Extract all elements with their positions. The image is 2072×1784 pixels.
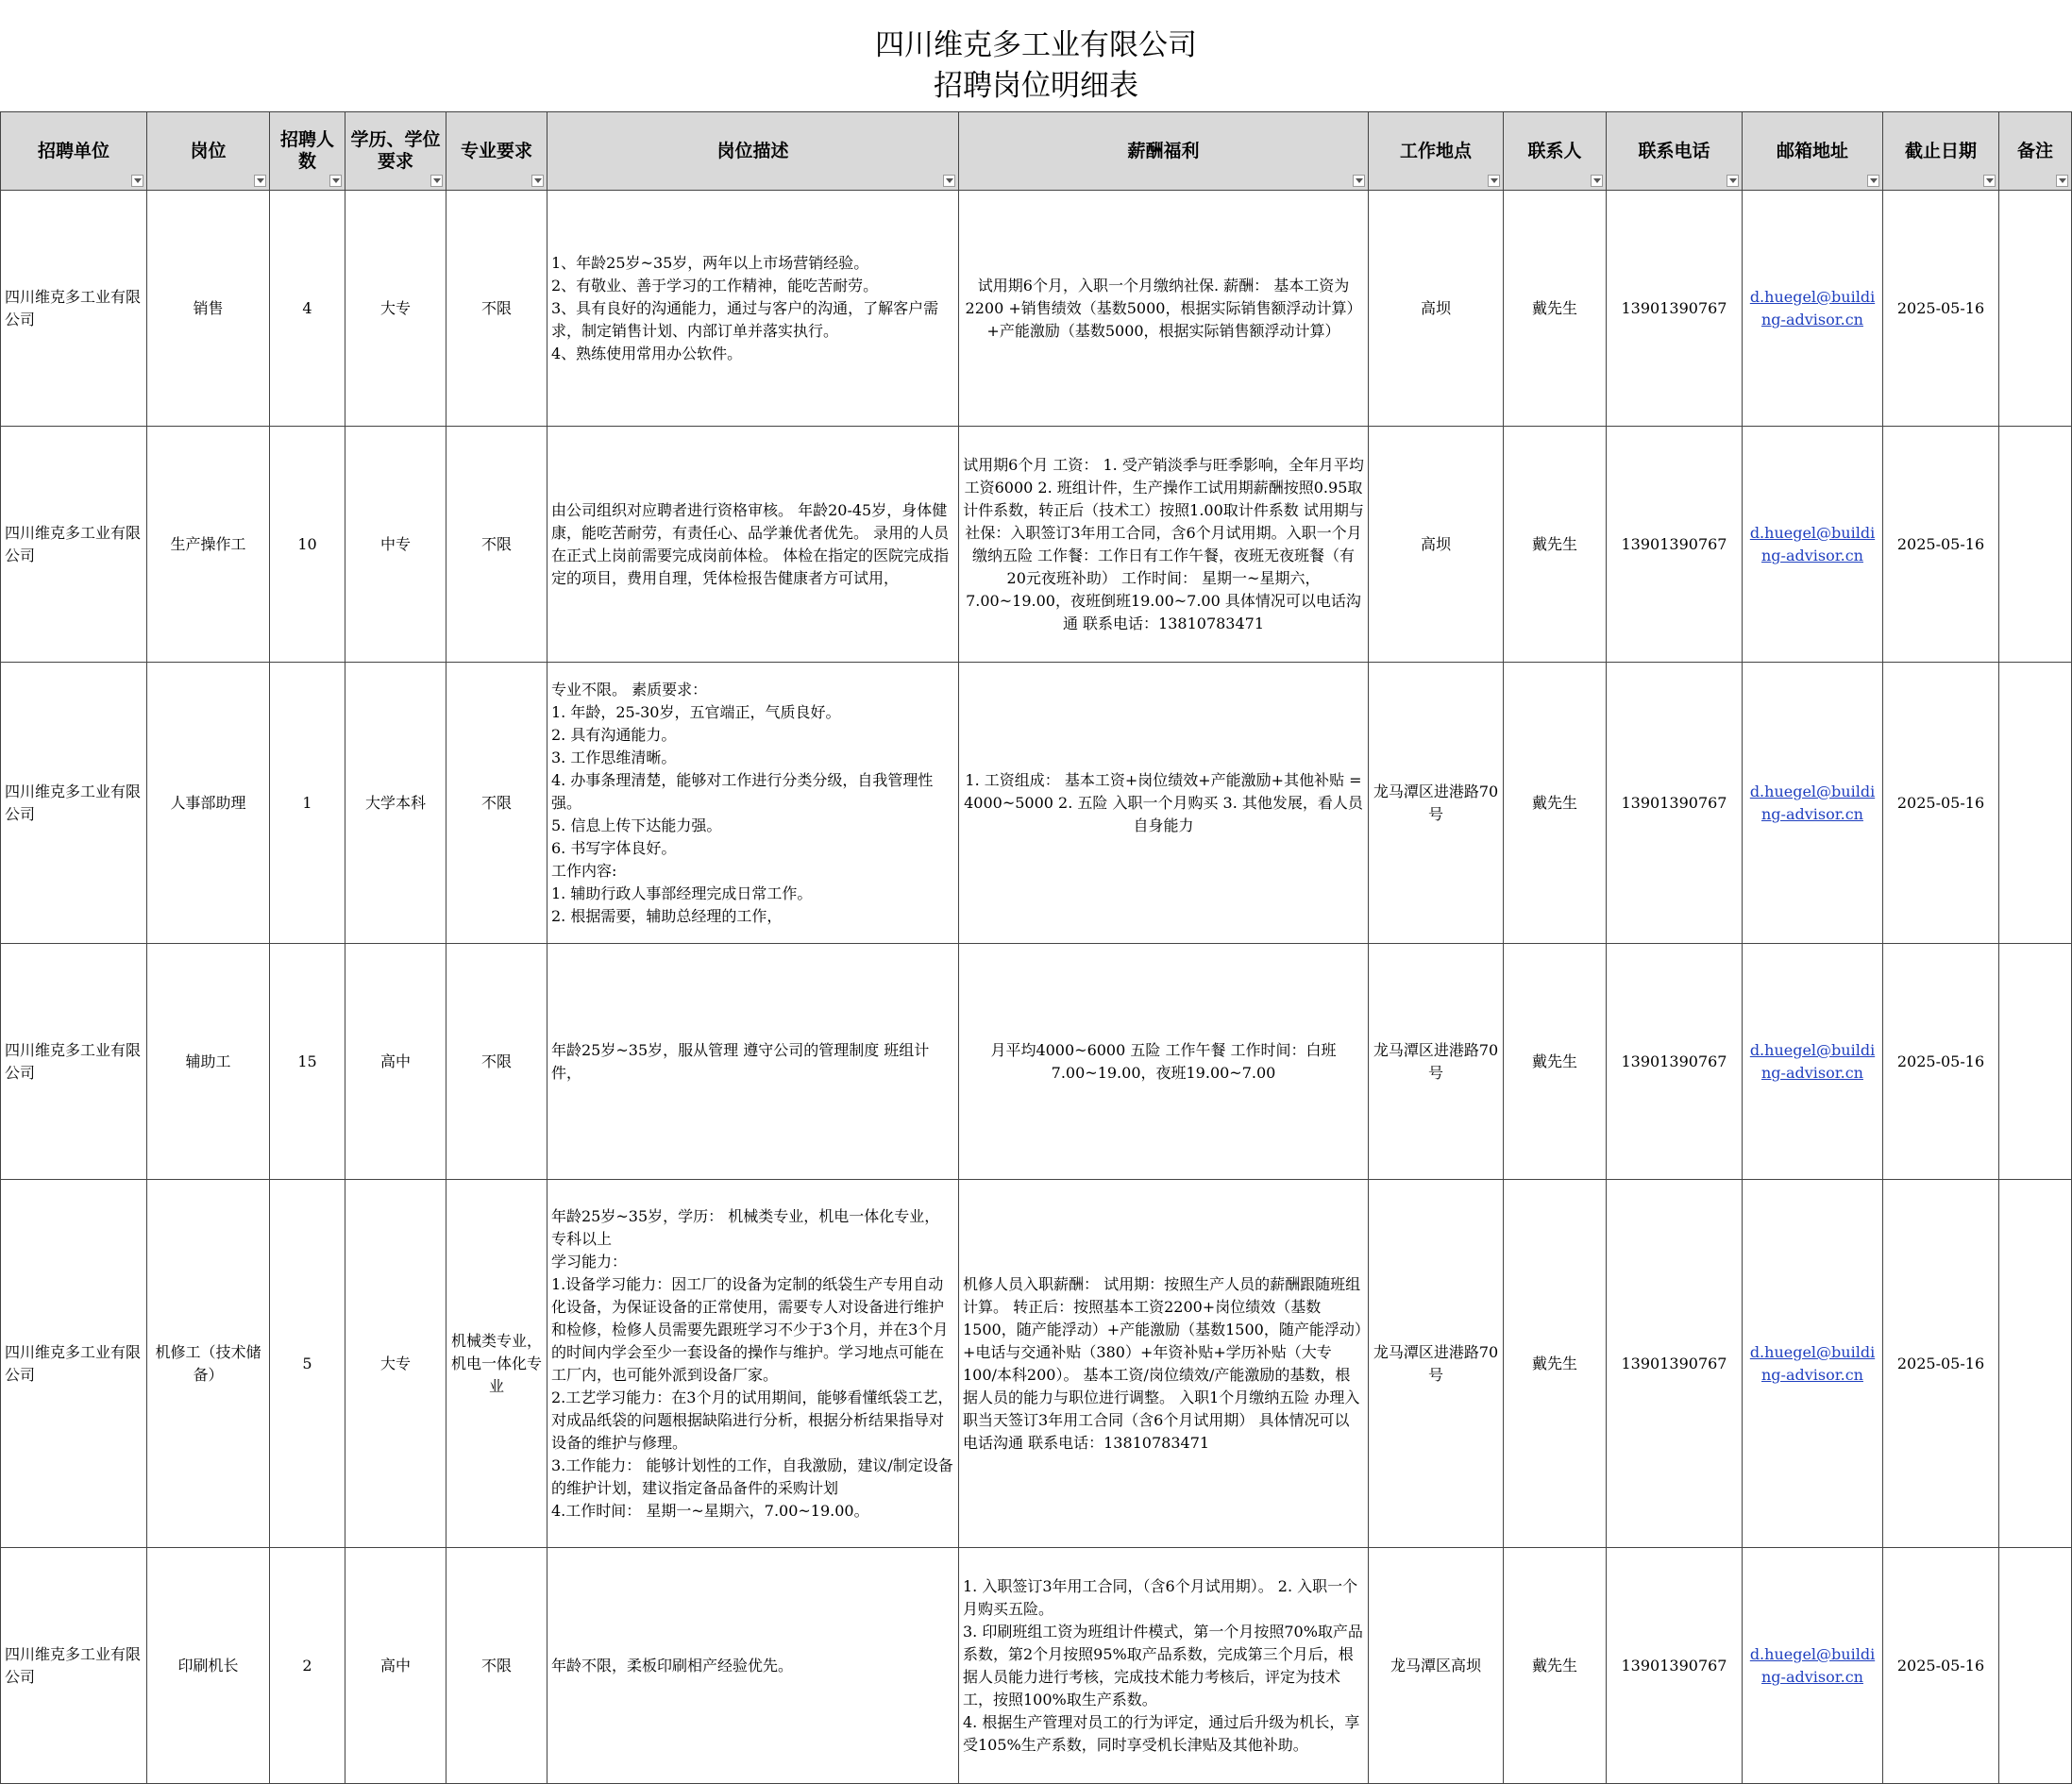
header-cell: [959, 112, 1369, 191]
filter-dropdown-icon[interactable]: [1867, 175, 1879, 187]
cell-deadline[interactable]: 2025-05-16: [1883, 944, 1999, 1180]
filter-dropdown-icon[interactable]: [430, 175, 443, 187]
header-cell: [1504, 112, 1607, 191]
cell-phone[interactable]: 13901390767: [1607, 1548, 1743, 1784]
header-cell: [345, 112, 446, 191]
filter-dropdown-icon[interactable]: [329, 175, 342, 187]
header-cell: [1883, 112, 1999, 191]
cell-major[interactable]: 不限: [446, 191, 547, 427]
header-label: 薪酬福利: [1127, 140, 1200, 161]
cell-description[interactable]: 专业不限。 素质要求： 1. 年龄，25-30岁，五官端正，气质良好。 2. 具有沟通能力。 3. 工作思维清晰。 4. 办事条理清楚，能够对工作进行分类分级，自我管理性强。 5. 信息上传下达能力强。 6. 书写字体良好。 工作内容: 1. 辅助行政人事部经理完成日常工作。 2. 根据需要，辅助总经理的工作，: [547, 663, 959, 944]
filter-dropdown-icon[interactable]: [2056, 175, 2068, 187]
header-cell: [547, 112, 959, 191]
cell-count[interactable]: 10: [270, 427, 345, 663]
cell-unit[interactable]: 四川维克多工业有限公司: [1, 663, 147, 944]
cell-email[interactable]: [1743, 944, 1883, 1180]
cell-description[interactable]: 1、年龄25岁~35岁，两年以上市场营销经验。 2、有敬业、善于学习的工作精神，能吃苦耐劳。 3、具有良好的沟通能力，通过与客户的沟通，了解客户需求，制定销售计划、内部订单并落实执行。 4、熟练使用常用办公软件。: [547, 191, 959, 427]
cell-salary[interactable]: 1. 工资组成： 基本工资+岗位绩效+产能激励+其他补贴 = 4000~5000 2. 五险 入职一个月购买 3. 其他发展，看人员自身能力: [959, 663, 1369, 944]
header-label: 招聘人数: [279, 129, 334, 172]
cell-description[interactable]: 年龄不限，柔板印刷相产经验优先。: [547, 1548, 959, 1784]
email-link[interactable]: d.huegel@building-advisor.cn: [1749, 1342, 1876, 1384]
cell-description[interactable]: 由公司组织对应聘者进行资格审核。 年龄20-45岁，身体健康，能吃苦耐劳，有责任心、品学兼优者优先。 录用的人员在正式上岗前需要完成岗前体检。 体检在指定的医院完成指定的项目，费用自理，凭体检报告健康者方可试用，: [547, 427, 959, 663]
cell-education[interactable]: 高中: [345, 944, 446, 1180]
cell-salary[interactable]: 1. 入职签订3年用工合同，（含6个月试用期）。 2. 入职一个月购买五险。 3. 印刷班组工资为班组计件模式，第一个月按照70%取产品系数，第2个月按照95%取产品系数，完成第三个月后，根据人员能力进行考核，完成技术能力考核后，评定为技术工，按照100%取生产系数。 4. 根据生产管理对员工的行为评定，通过后升级为机长，享受105%生产系数，同时享受机长津贴及其他补助。: [959, 1548, 1369, 1784]
cell-location[interactable]: 龙马潭区进港路70号: [1369, 944, 1504, 1180]
cell-count[interactable]: 1: [270, 663, 345, 944]
cell-contact[interactable]: 戴先生: [1504, 427, 1607, 663]
header-label: 岗位描述: [716, 140, 789, 161]
cell-contact[interactable]: 戴先生: [1504, 663, 1607, 944]
header-cell: [446, 112, 547, 191]
cell-contact[interactable]: 戴先生: [1504, 944, 1607, 1180]
cell-salary[interactable]: 试用期6个月 工资： 1. 受产销淡季与旺季影响，全年月平均工资6000 2. 班组计件，生产操作工试用期薪酬按照0.95取计件系数，转正后（技术工）按照1.00取计件系数 试用期与社保：入职签订3年用工合同，含6个月试用期。入职一个月缴纳五险 工作餐：工作日有工作午餐，夜班无夜班餐（有20元夜班补助） 工作时间： 星期一~星期六，7.00~19.00，夜班倒班19.00~7.00 具体情况可以电话沟通 联系电话：13810783471: [959, 427, 1369, 663]
table-row: [1, 944, 2072, 1180]
cell-unit[interactable]: 四川维克多工业有限公司: [1, 1548, 147, 1784]
table-row: [1, 1180, 2072, 1548]
header-cell: [1743, 112, 1883, 191]
cell-email[interactable]: [1743, 191, 1883, 427]
cell-email[interactable]: [1743, 427, 1883, 663]
cell-unit[interactable]: 四川维克多工业有限公司: [1, 191, 147, 427]
table-row: [1, 191, 2072, 427]
cell-position[interactable]: 销售: [147, 191, 270, 427]
email-link[interactable]: d.huegel@building-advisor.cn: [1749, 523, 1876, 564]
cell-education[interactable]: 大专: [345, 191, 446, 427]
header-cell: [147, 112, 270, 191]
header-cell: [1999, 112, 2072, 191]
cell-contact[interactable]: 戴先生: [1504, 1180, 1607, 1548]
cell-salary[interactable]: 机修人员入职薪酬： 试用期：按照生产人员的薪酬跟随班组计算。 转正后：按照基本工资2200+岗位绩效（基数1500，随产能浮动）+产能激励（基数1500，随产能浮动）+电话与交通补贴（380）+年资补贴+学历补贴（大专100/本科200）。 基本工资/岗位绩效/产能激励的基数，根据人员的能力与职位进行调整。 入职1个月缴纳五险 办理入职当天签订3年用工合同（含6个月试用期） 具体情况可以电话沟通 联系电话：13810783471: [959, 1180, 1369, 1548]
cell-note[interactable]: [1999, 1180, 2072, 1548]
header-label: 岗位: [190, 140, 227, 161]
filter-dropdown-icon[interactable]: [254, 175, 266, 187]
company-title: 四川维克多工业有限公司: [875, 28, 1197, 62]
cell-location[interactable]: 高坝: [1369, 191, 1504, 427]
header-label: 截止日期: [1904, 140, 1977, 161]
header-label: 联系人: [1527, 140, 1582, 161]
recruitment-table: [0, 111, 2072, 1784]
cell-major[interactable]: 不限: [446, 427, 547, 663]
table-row: [1, 1548, 2072, 1784]
filter-dropdown-icon[interactable]: [531, 175, 544, 187]
header-label: 招聘单位: [37, 140, 109, 161]
cell-phone[interactable]: 13901390767: [1607, 191, 1743, 427]
cell-education[interactable]: 大专: [345, 1180, 446, 1548]
cell-deadline[interactable]: 2025-05-16: [1883, 191, 1999, 427]
table-row: [1, 427, 2072, 663]
header-label: 学历、学位要求: [350, 129, 441, 172]
cell-note[interactable]: [1999, 427, 2072, 663]
cell-salary[interactable]: 月平均4000~6000 五险 工作午餐 工作时间：白班7.00~19.00，夜班19.00~7.00: [959, 944, 1369, 1180]
header-cell: [1, 112, 147, 191]
filter-dropdown-icon[interactable]: [1727, 175, 1739, 187]
cell-email[interactable]: [1743, 663, 1883, 944]
cell-count[interactable]: 5: [270, 1180, 345, 1548]
email-link[interactable]: d.huegel@building-advisor.cn: [1749, 1040, 1876, 1082]
cell-phone[interactable]: 13901390767: [1607, 427, 1743, 663]
cell-position[interactable]: 机修工（技术储备）: [147, 1180, 270, 1548]
cell-education[interactable]: 大学本科: [345, 663, 446, 944]
filter-dropdown-icon[interactable]: [1488, 175, 1500, 187]
cell-location[interactable]: 龙马潭区进港路70号: [1369, 1180, 1504, 1548]
email-link[interactable]: d.huegel@building-advisor.cn: [1749, 782, 1876, 823]
cell-count[interactable]: 4: [270, 191, 345, 427]
table-title: 招聘岗位明细表: [934, 69, 1138, 103]
cell-deadline[interactable]: 2025-05-16: [1883, 427, 1999, 663]
cell-deadline[interactable]: 2025-05-16: [1883, 1180, 1999, 1548]
cell-major[interactable]: 机械类专业，机电一体化专业: [446, 1180, 547, 1548]
cell-contact[interactable]: 戴先生: [1504, 191, 1607, 427]
cell-major[interactable]: 不限: [446, 1548, 547, 1784]
filter-dropdown-icon[interactable]: [1983, 175, 1996, 187]
header-label: 联系电话: [1638, 140, 1710, 161]
cell-deadline[interactable]: 2025-05-16: [1883, 663, 1999, 944]
cell-education[interactable]: 高中: [345, 1548, 446, 1784]
cell-unit[interactable]: 四川维克多工业有限公司: [1, 427, 147, 663]
cell-location[interactable]: 高坝: [1369, 427, 1504, 663]
filter-dropdown-icon[interactable]: [1591, 175, 1603, 187]
cell-email[interactable]: [1743, 1548, 1883, 1784]
cell-count[interactable]: 2: [270, 1548, 345, 1784]
cell-phone[interactable]: 13901390767: [1607, 1180, 1743, 1548]
cell-contact[interactable]: 戴先生: [1504, 1548, 1607, 1784]
cell-phone[interactable]: 13901390767: [1607, 663, 1743, 944]
header-cell: [270, 112, 345, 191]
cell-position[interactable]: 生产操作工: [147, 427, 270, 663]
header-label: 备注: [2016, 140, 2053, 161]
cell-note[interactable]: [1999, 191, 2072, 427]
header-cell: [1607, 112, 1743, 191]
header-row: [1, 112, 2072, 191]
cell-position[interactable]: 人事部助理: [147, 663, 270, 944]
cell-phone[interactable]: 13901390767: [1607, 944, 1743, 1180]
cell-deadline[interactable]: 2025-05-16: [1883, 1548, 1999, 1784]
filter-dropdown-icon[interactable]: [943, 175, 955, 187]
header-label: 工作地点: [1399, 140, 1472, 161]
filter-dropdown-icon[interactable]: [1353, 175, 1365, 187]
cell-education[interactable]: 中专: [345, 427, 446, 663]
email-link[interactable]: d.huegel@building-advisor.cn: [1749, 1644, 1876, 1686]
cell-note[interactable]: [1999, 663, 2072, 944]
cell-unit[interactable]: 四川维克多工业有限公司: [1, 944, 147, 1180]
header-label: 专业要求: [460, 140, 532, 161]
cell-salary[interactable]: 试用期6个月，入职一个月缴纳社保. 薪酬： 基本工资为2200 +销售绩效（基数5000，根据实际销售额浮动计算）+产能激励（基数5000，根据实际销售额浮动计算）: [959, 191, 1369, 427]
cell-position[interactable]: 印刷机长: [147, 1548, 270, 1784]
table-row: [1, 663, 2072, 944]
email-link[interactable]: d.huegel@building-advisor.cn: [1749, 287, 1876, 328]
cell-location[interactable]: 龙马潭区进港路70号: [1369, 663, 1504, 944]
cell-count[interactable]: 15: [270, 944, 345, 1180]
cell-location[interactable]: 龙马潭区高坝: [1369, 1548, 1504, 1784]
header-cell: [1369, 112, 1504, 191]
header-label: 邮箱地址: [1776, 140, 1848, 161]
cell-note[interactable]: [1999, 944, 2072, 1180]
filter-dropdown-icon[interactable]: [131, 175, 143, 187]
cell-major[interactable]: 不限: [446, 944, 547, 1180]
cell-email[interactable]: [1743, 1180, 1883, 1548]
title-area: [0, 0, 2072, 111]
cell-note[interactable]: [1999, 1548, 2072, 1784]
cell-unit[interactable]: 四川维克多工业有限公司: [1, 1180, 147, 1548]
cell-major[interactable]: 不限: [446, 663, 547, 944]
cell-description[interactable]: 年龄25岁~35岁，学历： 机械类专业，机电一体化专业，专科以上 学习能力： 1.设备学习能力：因工厂的设备为定制的纸袋生产专用自动化设备，为保证设备的正常使用，需要专人对设备进行维护和检修，检修人员需要先跟班学习不少于3个月，并在3个月的时间内学会至少一套设备的操作与维护。学习地点可能在工厂内，也可能外派到设备厂家。 2.工艺学习能力：在3个月的试用期间，能够看懂纸袋工艺，对成品纸袋的问题根据缺陷进行分析，根据分析结果指导对设备的维护与修理。 3.工作能力： 能够计划性的工作，自我激励，建议/制定设备的维护计划，建议指定备品备件的采购计划 4.工作时间： 星期一~星期六，7.00~19.00。: [547, 1180, 959, 1548]
cell-description[interactable]: 年龄25岁~35岁，服从管理 遵守公司的管理制度 班组计件，: [547, 944, 959, 1180]
cell-position[interactable]: 辅助工: [147, 944, 270, 1180]
